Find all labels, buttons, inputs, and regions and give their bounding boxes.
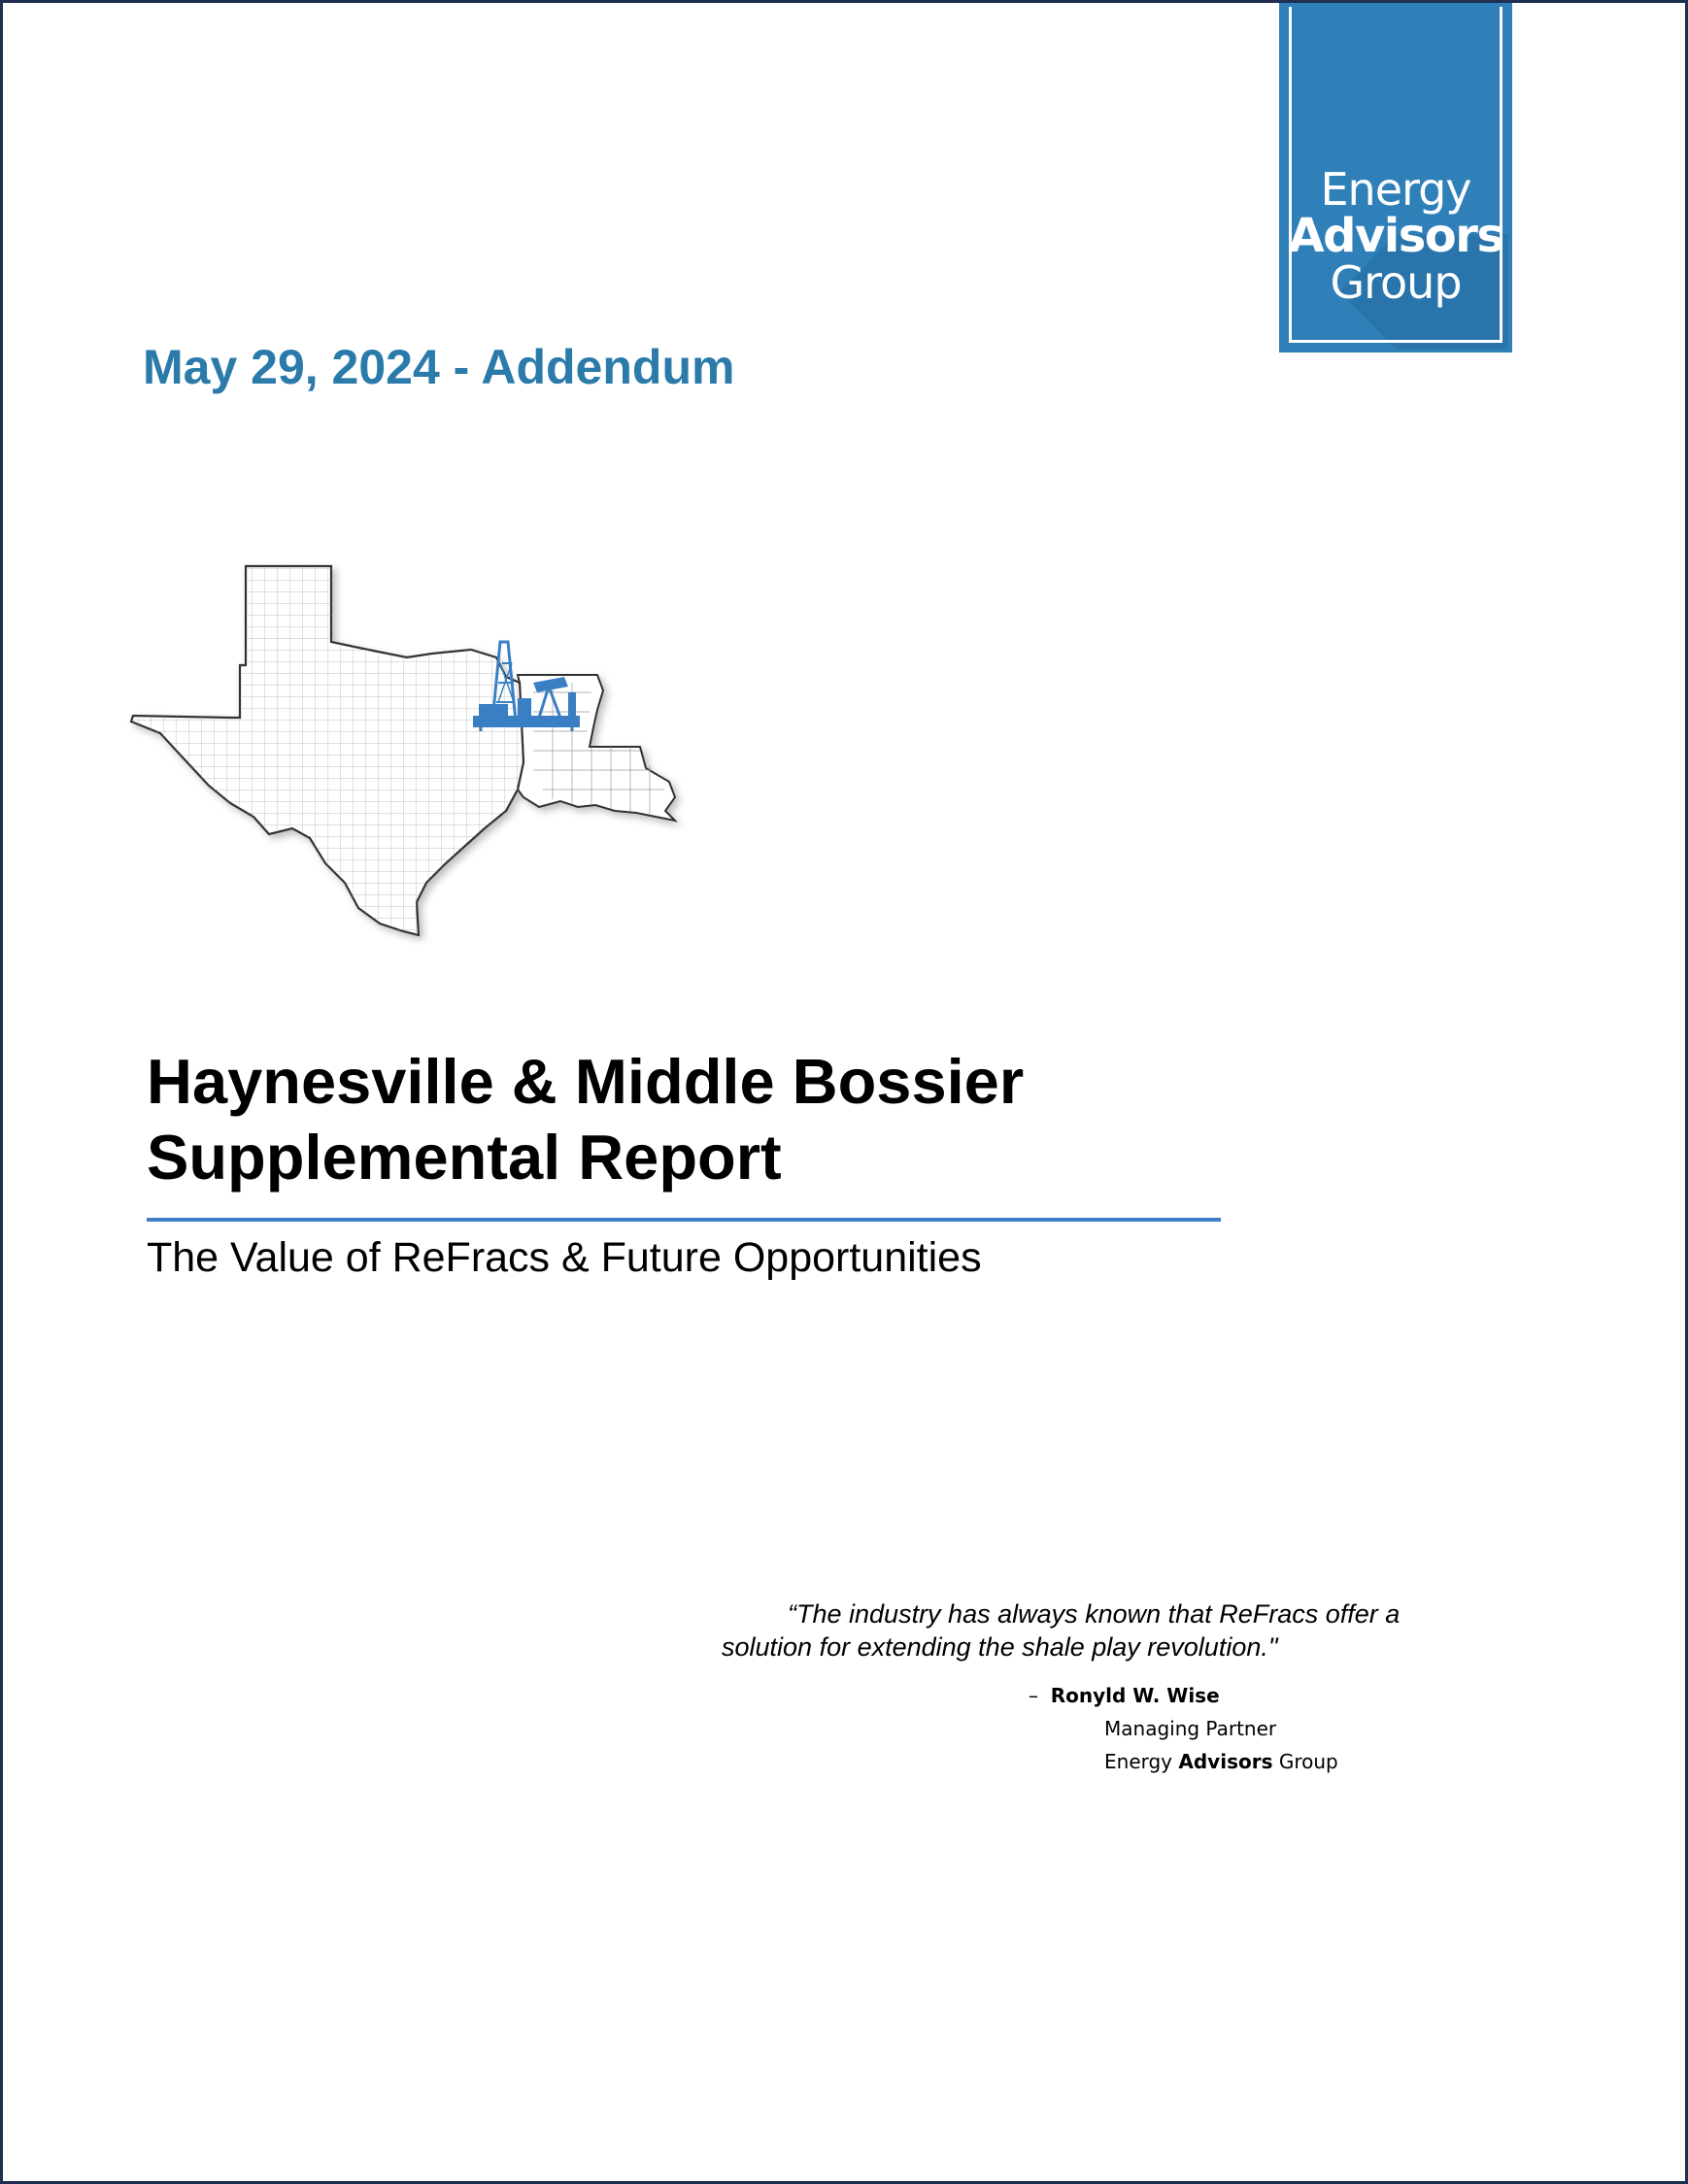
attribution-name: Ronyld W. Wise — [1050, 1684, 1220, 1707]
report-subtitle: The Value of ReFracs & Future Opportunities — [147, 1234, 982, 1281]
attribution-organization — [1029, 1745, 1338, 1778]
title-divider — [147, 1218, 1221, 1222]
report-date: May 29, 2024 - Addendum — [143, 340, 735, 394]
logo-line-group: Group — [1330, 256, 1462, 309]
report-title — [147, 1044, 1024, 1195]
texas-louisiana-map-icon — [125, 556, 689, 945]
logo-line-advisors: Advisors — [1288, 209, 1503, 263]
logo-text — [1283, 163, 1508, 309]
attribution-name-line — [1029, 1684, 1220, 1707]
org-name-part-3: Group — [1272, 1750, 1338, 1773]
attribution-dash: – — [1029, 1684, 1038, 1707]
attribution-role: Managing Partner — [1104, 1717, 1277, 1740]
report-title-line-2: Supplemental Report — [147, 1122, 782, 1193]
org-name-part-2: Advisors — [1178, 1750, 1273, 1773]
logo-line-energy: Energy — [1320, 163, 1471, 216]
energy-advisors-group-logo — [1279, 3, 1512, 353]
org-name-part-1: Energy — [1104, 1750, 1179, 1773]
quote-attribution — [1029, 1679, 1338, 1778]
report-title-line-1: Haynesville & Middle Bossier — [147, 1046, 1025, 1117]
pull-quote: “The industry has always known that ReFracs offer a solution for extending the shale play revolution." — [722, 1599, 1401, 1662]
